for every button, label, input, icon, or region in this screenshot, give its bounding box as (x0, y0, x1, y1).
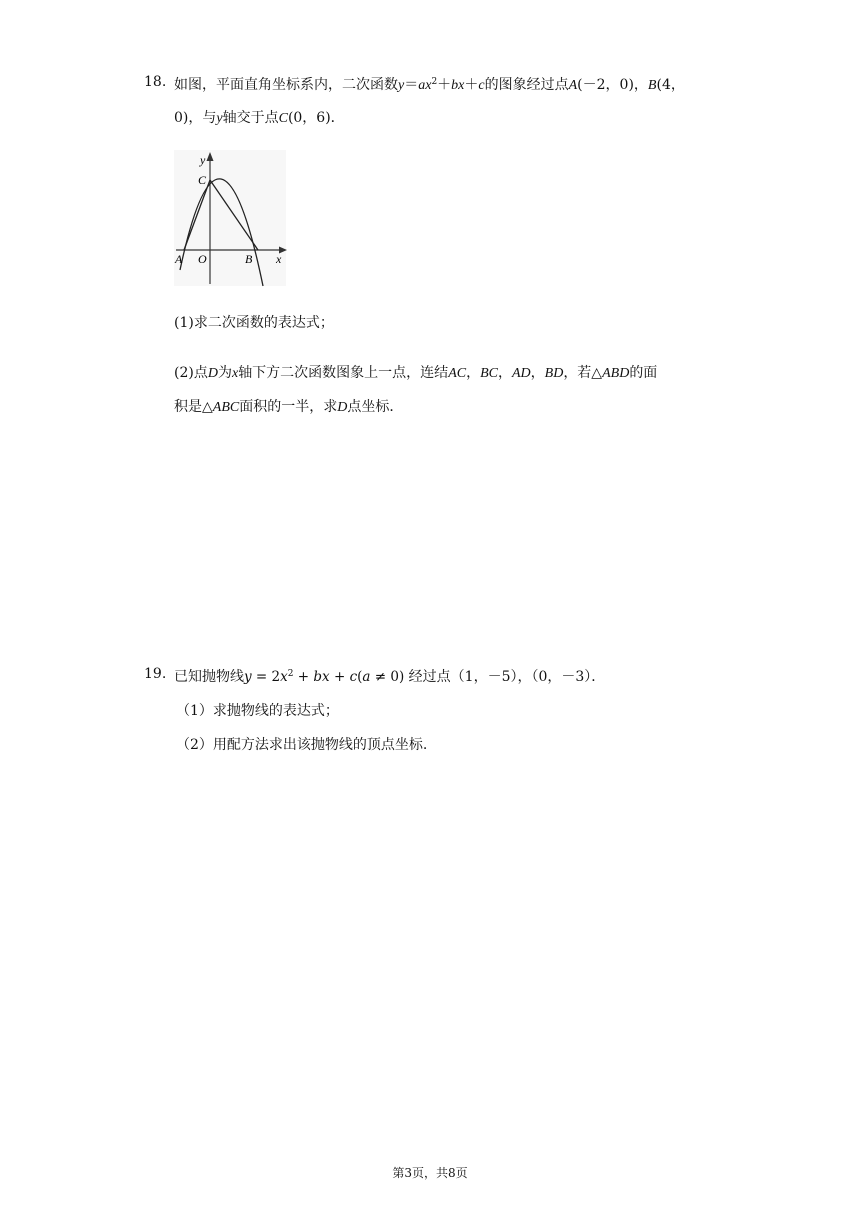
formula-plus: + (329, 669, 350, 685)
point-b-label: B (647, 78, 657, 93)
point-a-coord: (－2，0)， (577, 77, 648, 93)
fn-y: y (398, 78, 405, 93)
question-18-stem-line1 (174, 74, 685, 94)
stem-text: 经过点（1，－5），（0，－3）． (408, 669, 606, 685)
separator: ， (530, 365, 545, 381)
part-text: (2)点 (174, 365, 208, 381)
part-text: 积是△ (174, 399, 213, 415)
parabola-figure (170, 150, 290, 290)
question-19-part1: （1）求抛物线的表达式； (176, 703, 339, 719)
point-d-ref: D (337, 400, 348, 415)
fn-bx: bx (451, 78, 465, 93)
triangle-abc-ref: ABC (212, 400, 240, 415)
question-18-number: 18. (144, 74, 167, 90)
segment-bc-ref: BC (480, 366, 498, 381)
figure-background (174, 150, 286, 286)
question-19-number: 19. (144, 666, 167, 682)
label-c: C (198, 173, 207, 187)
point-c-coord: (0，6)． (287, 110, 345, 126)
label-a: A (175, 252, 183, 266)
label-x: x (276, 252, 282, 266)
segment-ad-ref: AD (511, 366, 531, 381)
label-o: O (198, 252, 207, 266)
part-text: 点坐标． (347, 399, 404, 415)
formula-neq: ≠ 0) (370, 669, 405, 685)
formula-x: x (280, 669, 288, 685)
fn-eq: ＝ (404, 77, 419, 93)
question-19-part2: （2）用配方法求出该抛物线的顶点坐标. (176, 737, 428, 753)
fn-plus: ＋ (464, 77, 479, 93)
point-a-label: A (568, 78, 578, 93)
formula-plus: + (293, 669, 314, 685)
triangle-abd-ref: ABD (602, 366, 630, 381)
point-b-coord: (4， (656, 77, 685, 93)
formula (244, 669, 404, 685)
stem-text: 的图象经过点 (484, 77, 569, 93)
stem-text: 0)，与 (174, 110, 217, 126)
question-18-part2-line1 (174, 362, 657, 382)
stem-text: 轴交于点 (222, 110, 279, 126)
question-19-stem (174, 666, 605, 686)
question-18-stem-line2 (174, 107, 345, 127)
point-c-label: C (278, 111, 288, 126)
segment-bd-ref: BD (544, 366, 564, 381)
segment-ac-ref: AC (448, 366, 467, 381)
question-18-part1: (1)求二次函数的表达式； (174, 315, 334, 331)
formula-a: a (362, 669, 371, 685)
part-text: ，若△ (563, 365, 603, 381)
question-18-part2-line2 (174, 396, 403, 416)
stem-text: 如图，平面直角坐标系内，二次函数 (174, 77, 398, 93)
formula-paren: ( (357, 669, 363, 685)
formula-bx: bx (313, 669, 330, 685)
separator: ， (497, 365, 512, 381)
separator: ， (466, 365, 481, 381)
part-text: 轴下方二次函数图象上一点，连结 (238, 365, 449, 381)
page-footer: 第3页，共8页 (392, 1166, 468, 1180)
stem-text: 已知抛物线 (174, 669, 244, 685)
label-b: B (245, 252, 253, 266)
fn-plus: ＋ (437, 77, 452, 93)
formula-eq: = 2 (251, 669, 281, 685)
formula-exponent: 2 (287, 669, 294, 679)
y-axis-ref: y (216, 111, 223, 126)
part-text: 的面 (629, 365, 658, 381)
formula-c: c (349, 669, 358, 685)
fn-exponent: 2 (431, 77, 438, 87)
point-d: D (207, 366, 218, 381)
label-y: y (200, 153, 206, 167)
fn-ax: ax (418, 78, 432, 93)
formula-y: y (244, 669, 252, 685)
part-text: 为 (217, 365, 232, 381)
part-text: 面积的一半，求 (239, 399, 338, 415)
fn-c: c (478, 78, 485, 93)
x-axis-ref: x (231, 366, 239, 381)
